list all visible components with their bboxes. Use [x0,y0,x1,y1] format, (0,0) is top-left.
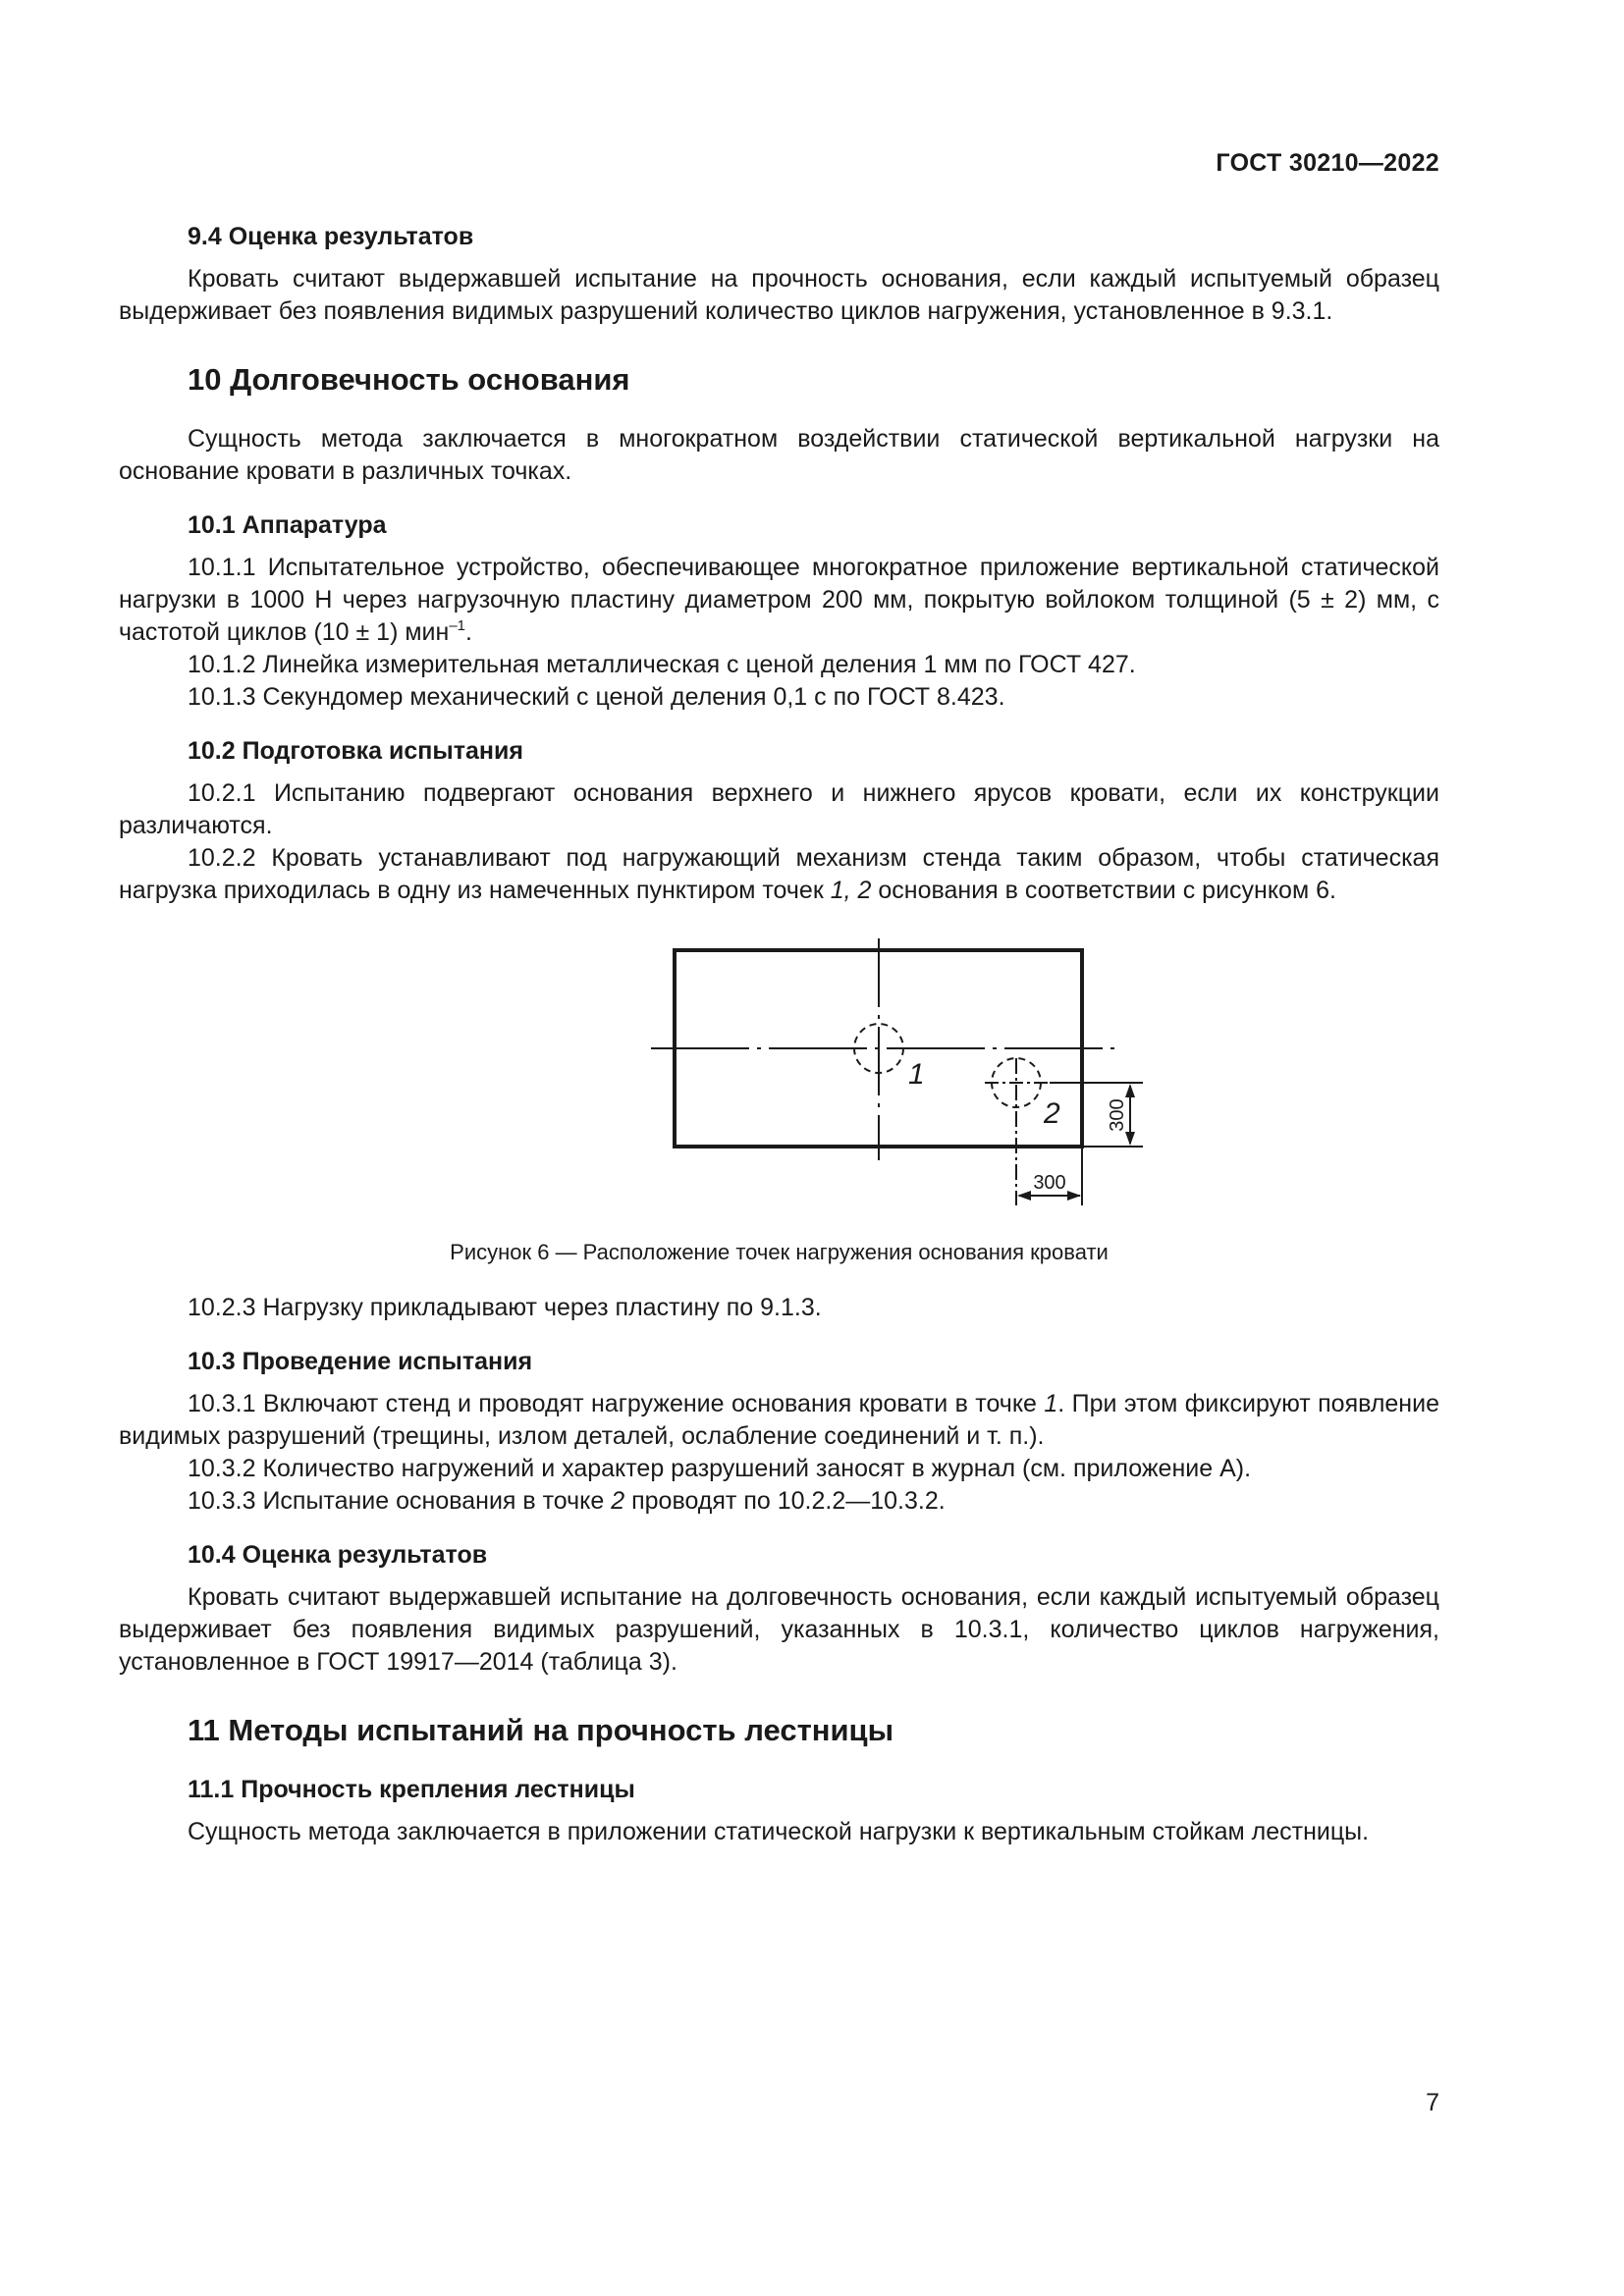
paragraph-10-2-3: 10.2.3 Нагрузку прикладывают через пластину по 9.1.3. [188,1294,822,1321]
paragraph-10-2-1: 10.2.1 Испытанию подвергают основания верхнего и нижнего ярусов кровати, если их конструкции различаются. [119,779,1439,839]
paragraph-10-3-1: 10.3.1 Включают стенд и проводят нагружение основания кровати в точке 1. При этом фиксируют появление видимых разрушений (трещины, излом деталей, ослабление соединений и т. п.). [119,1390,1439,1450]
section-10-4-text: Кровать считают выдержавшей испытание на долговечность основания, если каждый испытуемый образец выдерживает без появления видимых разрушений, указанных в 10.3.1, количество циклов нагружения, установленное в ГОСТ 19917—2014 (таблица 3). [119,1583,1439,1676]
figure-6-drawing [529,938,1128,1213]
section-9-4-text: Кровать считают выдержавшей испытание на прочность основания, если каждый испытуемый образец выдерживает без появления видимых разрушений количество циклов нагружения, установленное в 9.3.1. [119,265,1439,325]
paragraph-10-1-1: 10.1.1 Испытательное устройство, обеспечивающее многократное приложение вертикальной статической нагрузки в 1000 Н через нагрузочную пластину диаметром 200 мм, покрытую войлоком толщиной (5 ± 2) мм, с частотой циклов (10 ± 1) мин$^{-1}$. [119,554,1439,646]
dim-horizontal-arrow-right [1067,1191,1081,1201]
page-content [119,221,1439,1848]
dim-horizontal-arrow-left [1017,1191,1031,1201]
section-11-1-text: Сущность метода заключается в приложении статической нагрузки к вертикальным стойкам лестницы. [188,1818,1370,1845]
figure-6 [119,938,1439,1213]
section-10-4-title: 10.4 Оценка результатов [188,1541,488,1569]
section-11-title: 11 Методы испытаний на прочность лестницы [188,1713,894,1747]
section-10-title: 10 Долговечность основания [188,362,630,397]
section-11-1-title: 11.1 Прочность крепления лестницы [188,1776,635,1803]
section-10-intro: Сущность метода заключается в многократном воздействии статической вертикальной нагрузки на основание кровати в различных точках. [119,425,1439,485]
dim-vertical-arrow-top [1125,1084,1135,1097]
load-point-1-label: 1 [908,1058,925,1091]
load-point-2-label: 2 [1044,1097,1060,1130]
section-10-3-title: 10.3 Проведение испытания [188,1348,533,1375]
section-9-4-title: 9.4 Оценка результатов [188,223,474,250]
section-10-1-title: 10.1 Аппаратура [188,511,387,539]
dim-horizontal-value: 300 [1033,1172,1066,1194]
superscript-minus-one: –1 [449,616,466,634]
paragraph-10-3-3: 10.3.3 Испытание основания в точке 2 проводят по 10.2.2—10.3.2. [188,1487,946,1515]
document-id-header: ГОСТ 30210—2022 [1216,149,1439,177]
dim-vertical-arrow-bottom [1125,1132,1135,1146]
section-10-2-title: 10.2 Подготовка испытания [188,737,523,765]
paragraph-10-1-3: 10.1.3 Секундомер механический с ценой деления 0,1 с по ГОСТ 8.423. [188,683,1005,711]
paragraph-10-3-2: 10.3.2 Количество нагружений и характер разрушений заносят в журнал (см. приложение А). [188,1455,1252,1482]
figure-6-caption: Рисунок 6 — Расположение точек нагружения основания кровати [450,1240,1109,1264]
page-number: 7 [1426,2089,1439,2116]
paragraph-10-1-2: 10.1.2 Линейка измерительная металлическая с ценой деления 1 мм по ГОСТ 427. [188,651,1136,678]
paragraph-10-2-2: 10.2.2 Кровать устанавливают под нагружающий механизм стенда таким образом, чтобы статическая нагрузка приходилась в одну из намеченных пунктиром точек 1, 2 основания в соответствии с рисунком 6. [119,844,1439,904]
dim-vertical-value: 300 [1107,1098,1128,1132]
